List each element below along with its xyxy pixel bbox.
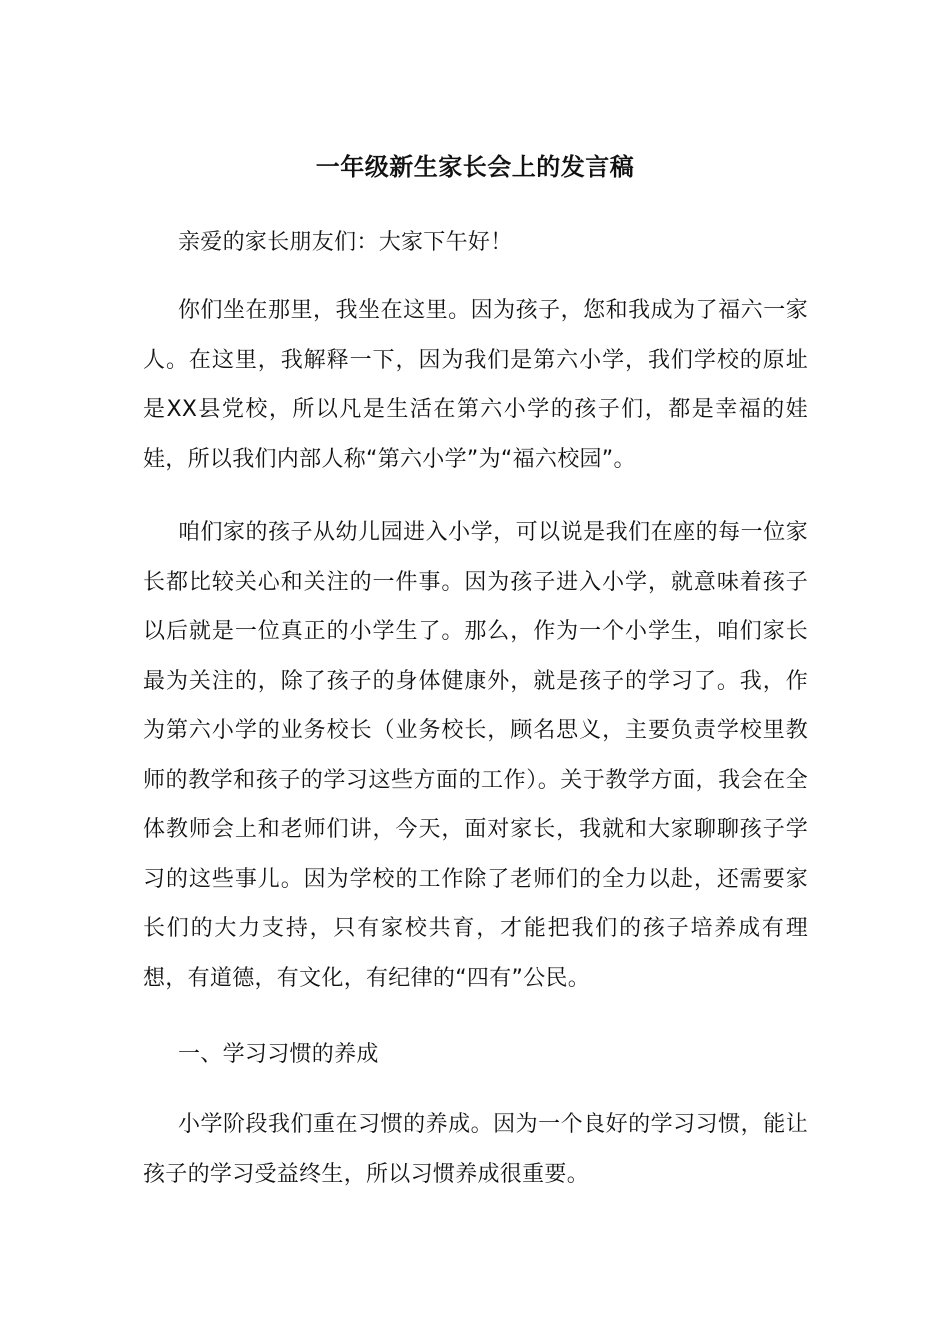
paragraph-learning-concern: 咱们家的孩子从幼儿园进入小学，可以说是我们在座的每一位家长都比较关心和关注的一件事。因为孩子进入小学，就意味着孩子以后就是一位真正的小学生了。那么，作为一个小学生，咱们家长最为关注的，除了孩子的身体健康外，就是孩子的学习了。我，作为第六小学的业务校长（业务校长，顾名思义，主要负责学校里教师的教学和孩子的学习这些方面的工作）。关于教学方面，我会在全体教师会上和老师们讲，今天，面对家长，我就和大家聊聊孩子学习的这些事儿。因为学校的工作除了老师们的全力以赴，还需要家长们的大力支持，只有家校共育，才能把我们的孩子培养成有理想，有道德，有文化，有纪律的“四有”公民。 xyxy=(143,520,808,991)
greeting-paragraph: 亲爱的家长朋友们：大家下午好！ xyxy=(178,230,513,255)
paragraph-introduction: 你们坐在那里，我坐在这里。因为孩子，您和我成为了福六一家人。在这里，我解释一下，因为我们是第六小学，我们学校的原址是XX县党校，所以凡是生活在第六小学的孩子们，都是幸福的娃娃，所以我们内部人称“第六小学”为“福六校园”。 xyxy=(143,298,808,472)
document-title: 一年级新生家长会上的发言稿 xyxy=(315,153,635,181)
section-heading: 一、学习习惯的养成 xyxy=(178,1042,379,1067)
paragraph-habit-formation: 小学阶段我们重在习惯的养成。因为一个良好的学习习惯，能让孩子的学习受益终生，所以习惯养成很重要。 xyxy=(143,1112,808,1187)
